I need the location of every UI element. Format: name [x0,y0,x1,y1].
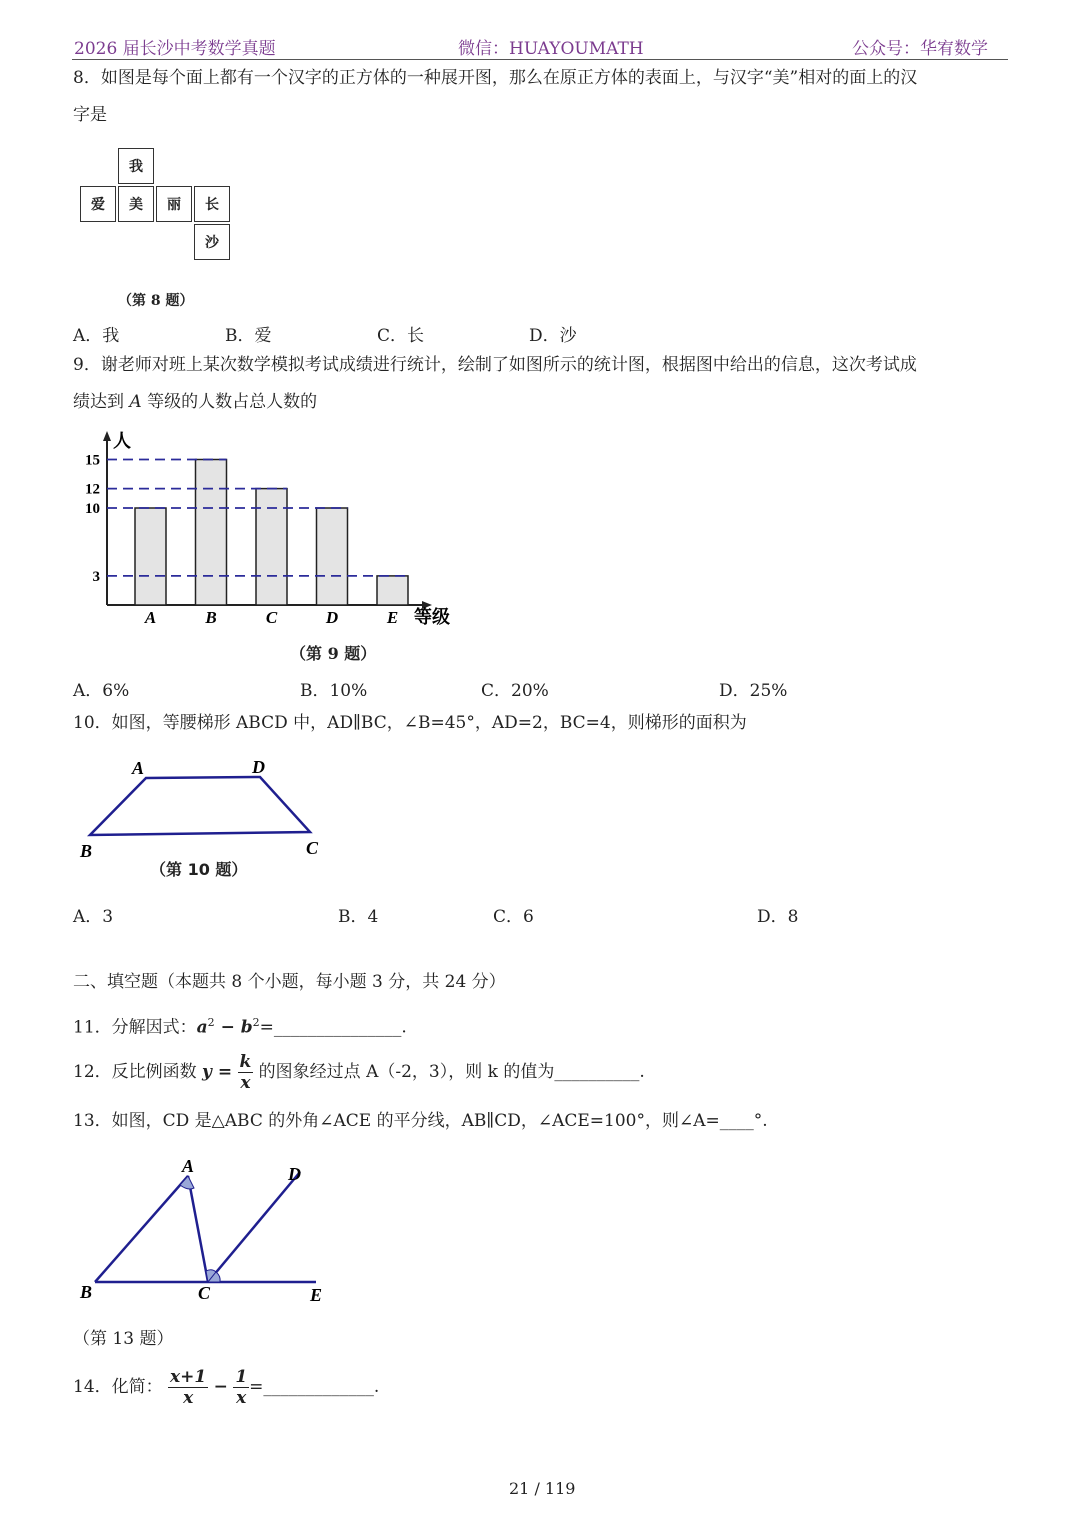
q12-y: y = [202,1062,233,1082]
x-tick-E: E [386,608,399,627]
q10-option-d[interactable]: D．8 [757,907,799,927]
y-tick-3: 3 [92,568,100,585]
label-a: A [182,1156,195,1176]
q8-caption: （第 8 题） [118,293,194,309]
q9-option-d[interactable]: D．25% [719,681,788,701]
q9-text-line1: 9．谢老师对班上某次数学模拟考试成绩进行统计，绘制了如图所示的统计图，根据图中给出的信息，这次考试成 [73,355,917,375]
q13-text: 13．如图，CD 是△ABC 的外角∠ACE 的平分线，AB∥CD，∠ACE=100°，则∠A=____°. [73,1111,768,1131]
label-e: E [310,1285,323,1305]
bar-D [317,508,348,605]
header-right: 公众号：华宥数学 [852,39,988,59]
y-axis-arrow [103,431,111,441]
q9-option-b[interactable]: B．10% [300,681,368,701]
segment-cd [208,1172,300,1282]
q11-a: a [196,1017,208,1038]
q9-line2-pre: 绩达到 [73,392,130,412]
segment-ac [188,1176,208,1282]
q14-den1: x [183,1388,194,1408]
q14-den2: x [236,1388,247,1408]
q9-line2-post: 等级的人数占总人数的 [141,392,318,412]
q10-text: 10．如图，等腰梯形 ABCD 中，AD∥BC，∠B=45°，AD=2，BC=4，则梯形的面积为 [73,713,747,733]
net-cell-sha: 沙 [194,224,230,260]
q13-triangle-figure [70,1150,360,1310]
section2-title: 二、填空题（本题共 8 个小题，每小题 3 分，共 24 分） [73,972,506,992]
q11-pre: 11．分解因式： [73,1017,197,1038]
label-d: D [252,757,265,777]
q13-caption: （第 13 题） [73,1329,174,1349]
q9-text-line2 [73,391,317,413]
bar-C [256,489,287,605]
y-tick-10: 10 [85,501,100,517]
q14-num1: x+1 [170,1367,207,1387]
q12-fraction [238,1052,254,1093]
q8-text-line1: 8．如图是每个面上都有一个汉字的正方体的一种展开图，那么在原正方体的表面上，与汉字“美”相对的面上的汉 [73,68,918,88]
trapezoid-abcd [90,777,310,835]
q14-minus: − [213,1377,228,1397]
q9-option-c[interactable]: C．20% [481,681,549,701]
q12-line [73,1050,645,1094]
page-number: 21 / 119 [509,1479,576,1498]
q11-b: b [240,1017,253,1038]
q8-text-line2: 字是 [73,105,107,125]
q10-trapezoid-figure [70,750,340,865]
q8-option-b[interactable]: B．爱 [225,326,272,346]
q11-line [73,1012,407,1039]
label-c: C [306,838,319,858]
q12-den: x [240,1073,251,1093]
q9-bar-chart [70,425,470,635]
q11-answer-blank[interactable]: =_______________. [259,1017,407,1038]
y-axis-label: 人 [113,431,131,452]
q14-fraction1 [168,1367,208,1408]
net-cell-wo: 我 [118,148,154,184]
bar-A [135,508,166,605]
label-b: B [80,1282,93,1302]
q14-fraction2 [233,1367,249,1408]
label-b: B [80,841,93,861]
q11-minus: − [214,1017,241,1038]
q8-option-a[interactable]: A．我 [73,326,120,346]
q12-pre: 12．反比例函数 [73,1062,203,1082]
q8-option-c[interactable]: C．长 [377,326,425,346]
label-c: C [198,1283,211,1303]
header-center: 微信：HUAYOUMATH [458,39,644,59]
q9-line2-var: A [129,392,142,412]
q14-line [73,1365,379,1409]
angle-a-mark [180,1176,194,1189]
q11-sup1: 2 [207,1016,215,1029]
net-cell-ai: 爱 [80,186,116,222]
header-rule [72,59,1008,60]
q14-pre: 14．化简： [73,1377,163,1397]
net-cell-mei: 美 [118,186,154,222]
label-a: A [132,758,145,778]
x-tick-C: C [265,608,278,627]
q8-cube-net [80,148,240,268]
q12-num: k [239,1052,252,1072]
q9-option-a[interactable]: A．6% [73,681,130,701]
q14-answer-blank[interactable]: =_____________. [249,1377,380,1397]
net-cell-li: 丽 [156,186,192,222]
segment-ba [95,1176,188,1282]
bar-B [196,460,227,606]
q10-option-b[interactable]: B．4 [338,907,379,927]
y-tick-12: 12 [85,481,100,498]
q10-option-c[interactable]: C．6 [493,907,534,927]
x-tick-A: A [144,608,157,627]
label-d: D [288,1164,301,1184]
q11-sup2: 2 [252,1016,260,1029]
q9-caption: （第 9 题） [290,644,377,663]
q10-option-a[interactable]: A．3 [73,907,114,927]
q12-post[interactable]: 的图象经过点 A（-2，3），则 k 的值为__________. [253,1062,645,1082]
bar-E [377,576,408,605]
x-axis-label: 等级 [414,607,450,628]
header-left: 2026 届长沙中考数学真题 [74,39,276,59]
q8-option-d[interactable]: D．沙 [529,326,577,346]
q10-caption: （第 10 题） [150,860,248,879]
x-tick-B: B [205,608,217,627]
q14-num2: 1 [235,1367,248,1387]
net-cell-chang: 长 [194,186,230,222]
x-tick-D: D [325,608,339,627]
y-tick-15: 15 [85,452,100,469]
